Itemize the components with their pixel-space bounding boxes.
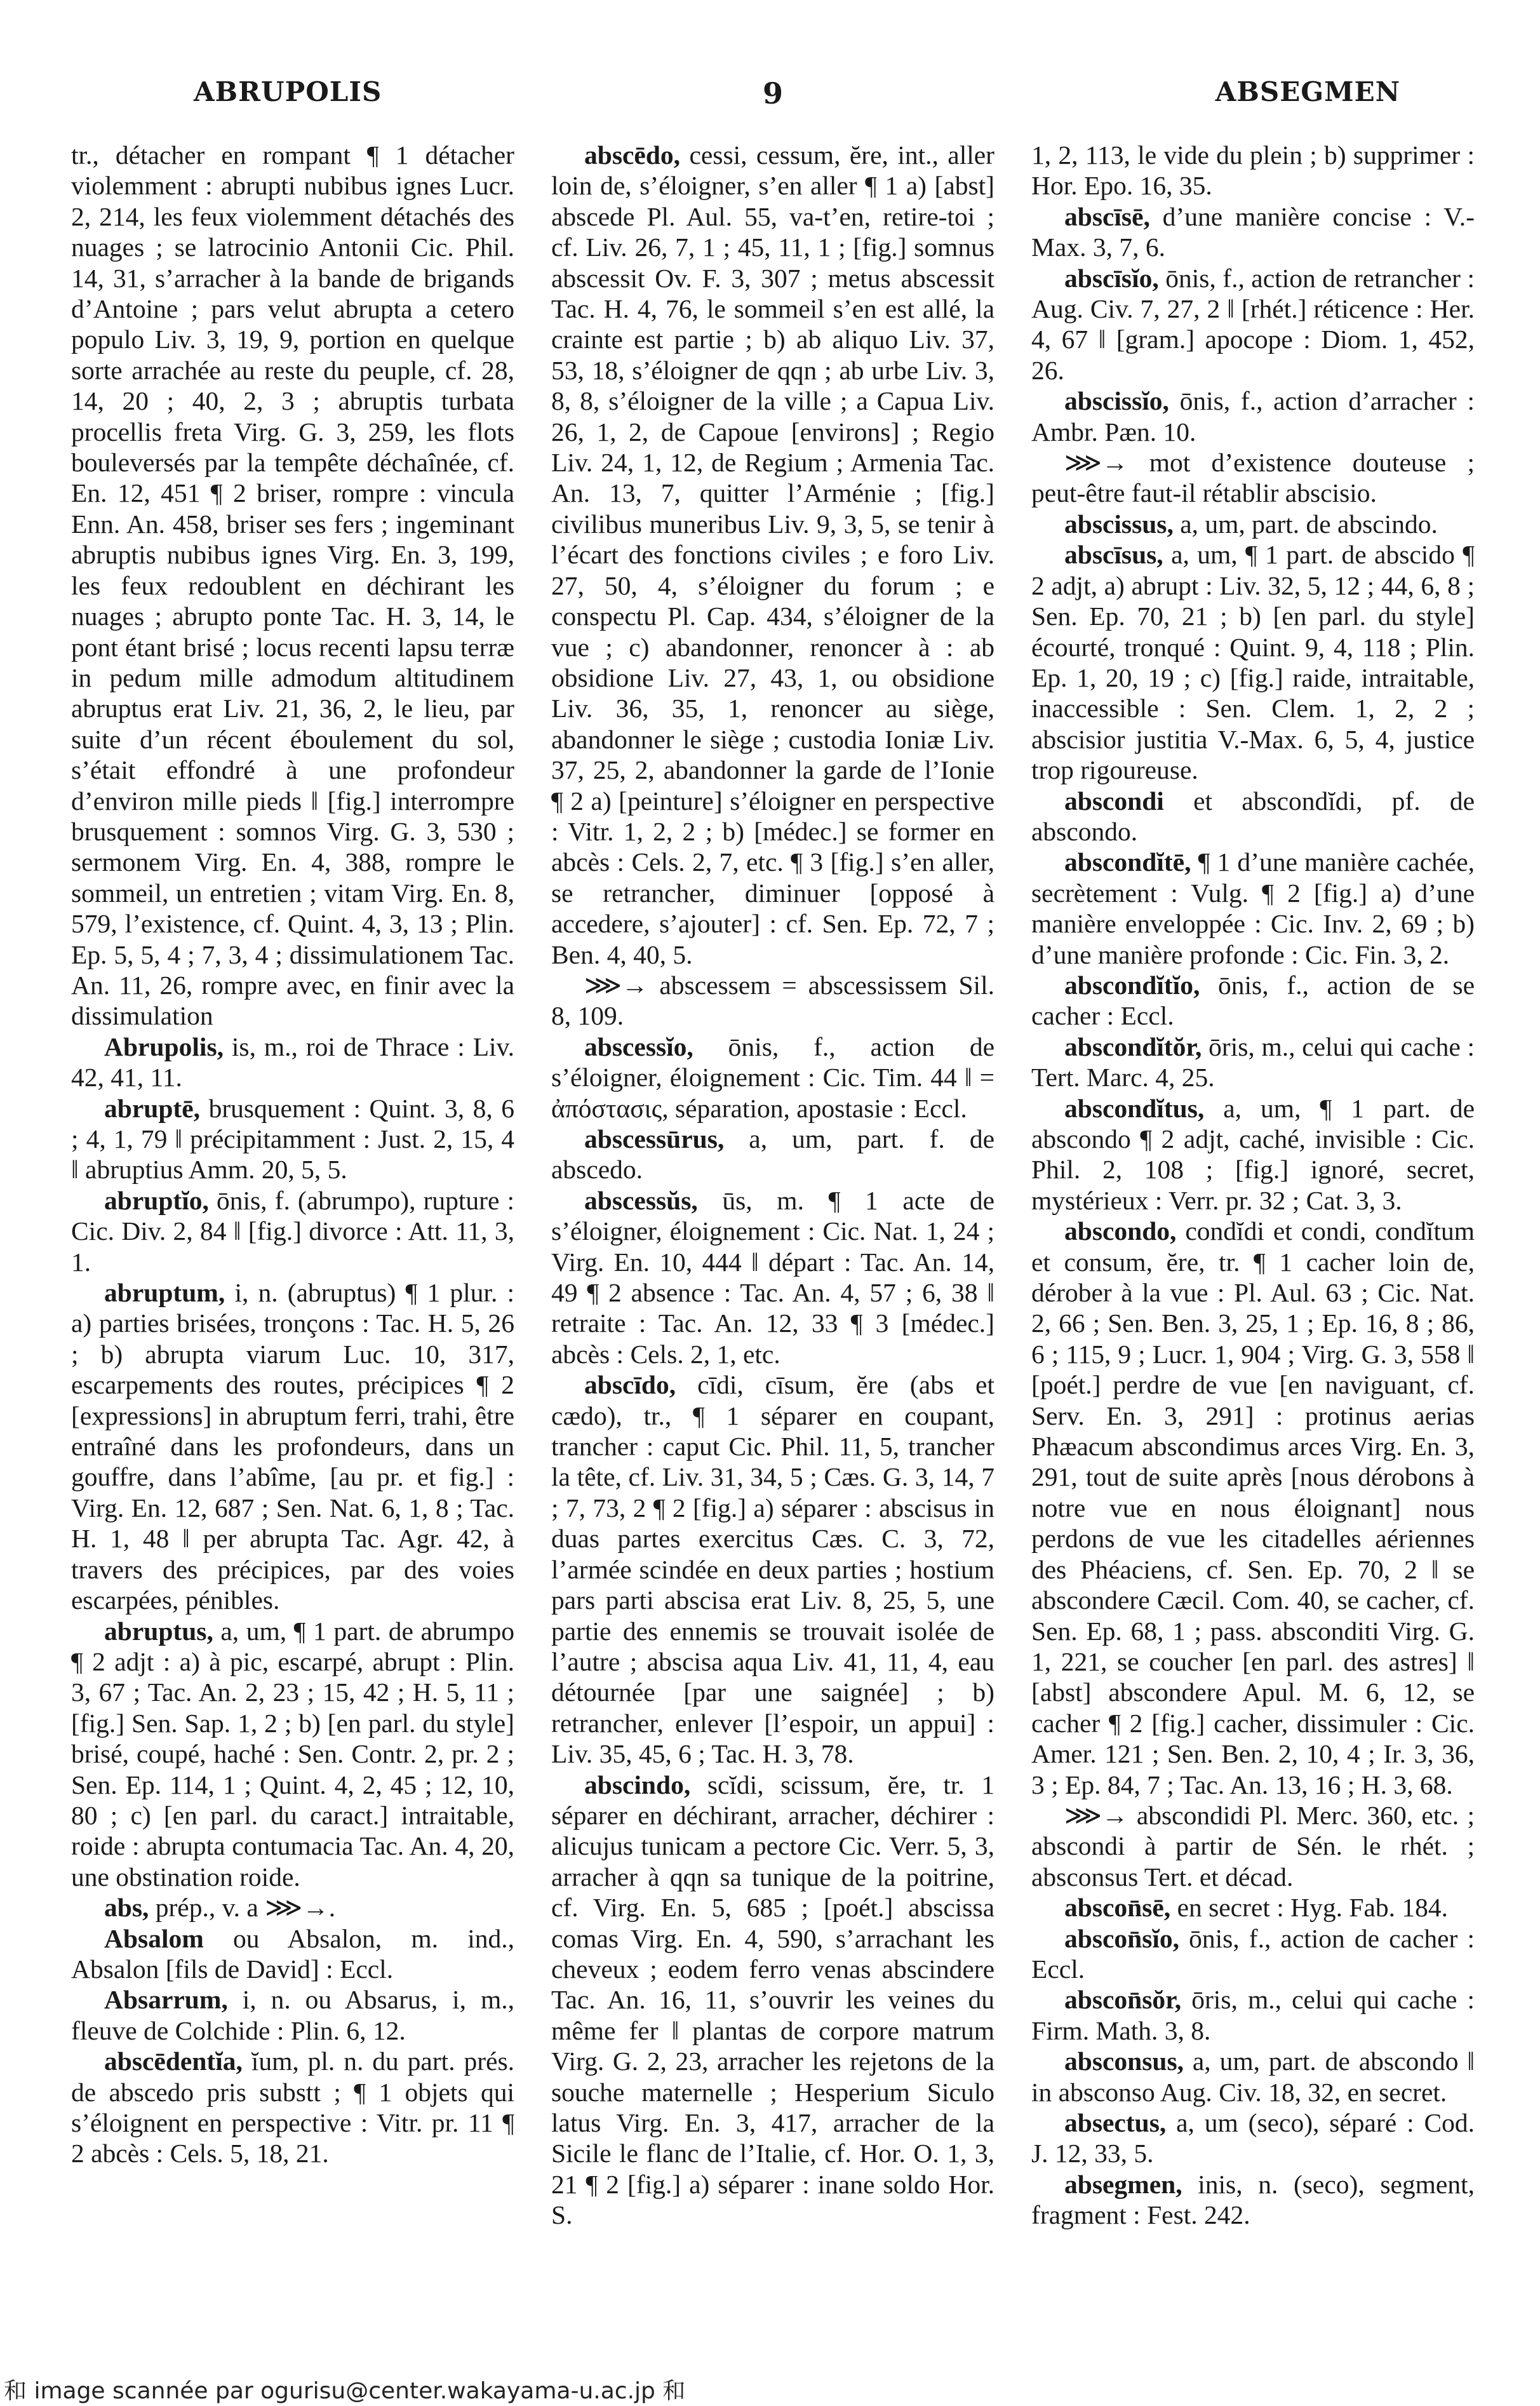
entry-text: ōnis, f., action de retrancher : Aug. Civ. 7, 27, 2 ‖ [rhét.] réticence : Her. 4, 67 ‖ [gram.] apocope : Diom. 1, 452, 26. [1031, 263, 1475, 385]
dictionary-entry [71, 2046, 514, 2169]
dictionary-entry [1031, 1800, 1475, 1892]
entry-text: ⋙→ mot d’existence douteuse ; peut-être faut-il rétablir abscisio. [1031, 448, 1475, 508]
dictionary-entry [71, 1984, 514, 2046]
dictionary-entry [71, 1892, 514, 1923]
dictionary-entry [71, 1032, 514, 1093]
entry-text: a, um, part. f. de abscedo. [551, 1124, 994, 1185]
entry-headword: abscissĭo, [1064, 386, 1169, 416]
entry-headword: Absalom [104, 1923, 204, 1953]
entry-text: ōris, m., celui qui cache : Tert. Marc. 4, 25. [1031, 1032, 1475, 1092]
entry-headword: abscīsĭo, [1064, 263, 1159, 293]
page-number: 9 [762, 76, 784, 111]
entry-headword: abscon̄sē, [1064, 1893, 1171, 1923]
dictionary-entry [1031, 1984, 1475, 2046]
entry-text: inis, n. (seco), segment, fragment : Fest. 242. [1031, 2169, 1475, 2230]
entry-text: a, um, part. de abscindo. [1180, 509, 1438, 539]
dictionary-entry [1031, 1892, 1475, 1923]
dictionary-entry [551, 970, 994, 1032]
entry-headword: abruptus, [104, 1616, 213, 1646]
dictionary-entry [1031, 509, 1475, 539]
running-head-first-word: ABRUPOLIS [194, 76, 382, 107]
entry-headword: abscindo, [584, 1770, 691, 1799]
dictionary-entry [551, 140, 994, 970]
dictionary-entry [71, 1185, 514, 1277]
dictionary-entry [1031, 2046, 1475, 2107]
scan-credit: 和 image scannée par ogurisu@center.wakayama-u.ac.jp 和 [4, 2378, 686, 2404]
entry-headword: abscīsē, [1064, 201, 1150, 231]
dictionary-entry [1031, 1923, 1475, 1985]
entry-text: ōnis, f., action d’arracher : Ambr. Pæn. 10. [1031, 386, 1475, 447]
entry-headword: absectus, [1064, 2108, 1167, 2137]
entry-headword: abscēdo, [584, 140, 681, 170]
dictionary-entry [1031, 847, 1475, 970]
entry-text: tr., détacher en rompant ¶ 1 détacher violemment : abrupti nubibus ignes Lucr. 2, 214, les feux violemment détachés des nuages ; se latrocinio Antonii Cic. Phil. 14, 31, s’arracher à la bande de brigands d’Antoine ; pars velut abrupta a cetero populo Liv. 3, 19, 9, portion en quelque sorte arrachée au reste du peuple, cf. 28, 14, 20 ; 40, 2, 3 ; abruptis turbata procellis freta Virg. G. 3, 259, les flots bouleversés par la tempête déchaînée, cf. En. 12, 451 ¶ 2 briser, rompre : vincula Enn. An. 458, briser ses fers ; ingeminant abruptis nubibus ignes Virg. En. 3, 199, les feux redoublent en déchirant les nuages ; abrupto ponte Tac. H. 3, 14, le pont étant brisé ; locus recenti lapsu terræ in pedum mille admodum altitudinem abruptus erat Liv. 21, 36, 2, le lieu, par suite d’un récent éboulement du sol, s’était effondré à une profondeur d’environ mille pieds ‖ [fig.] interrompre brusquement : somnos Virg. G. 3, 530 ; sermonem Virg. En. 4, 388, rompre le sommeil, un entretien ; vitam Virg. En. 8, 579, l’existence, cf. Quint. 4, 3, 13 ; Plin. Ep. 5, 5, 4 ; 7, 3, 4 ; dissimulationem Tac. An. 11, 26, rompre avec, en finir avec la dissimulation [71, 140, 514, 1031]
entry-headword: absconsus, [1064, 2046, 1184, 2076]
entry-text: ōnis, f., action de s’éloigner, éloignement : Cic. Tim. 44 ‖ = ἀπόστασις, séparation, apostasie : Eccl. [551, 1032, 994, 1123]
dictionary-entry [71, 1616, 514, 1893]
entry-headword: abscon̄sŏr, [1064, 1985, 1182, 2015]
entry-text: ōris, m., celui qui cache : Firm. Math. 3, 8. [1031, 1985, 1475, 2045]
entry-text: en secret : Hyg. Fab. 184. [1177, 1893, 1448, 1923]
entry-text: ōnis, f., action de cacher : Eccl. [1031, 1923, 1475, 1984]
entry-headword: abscēdentĭa, [104, 2046, 243, 2076]
dictionary-entry [1031, 786, 1475, 847]
dictionary-entry [1031, 970, 1475, 1032]
page-header [64, 76, 1483, 121]
dictionary-entry [551, 1032, 994, 1124]
entry-headword: abscondĭtĭo, [1064, 970, 1200, 1000]
entry-headword: abscondi [1064, 786, 1164, 816]
entry-text: ōnis, f. (abrumpo), rupture : Cic. Div. 2, 84 ‖ [fig.] divorce : Att. 11, 3, 1. [71, 1185, 514, 1277]
dictionary-entry [71, 1277, 514, 1615]
entry-text: a, um (seco), séparé : Cod. J. 12, 33, 5. [1031, 2108, 1475, 2168]
dictionary-entry [1031, 263, 1475, 386]
entry-text: ¶ 1 d’une manière cachée, secrètement : Vulg. ¶ 2 [fig.] a) d’une manière enveloppée : Cic. Inv. 2, 69 ; b) d’une manière profonde : Cic. Fin. 3, 2. [1031, 847, 1475, 969]
entry-text: d’une manière concise : V.-Max. 3, 7, 6. [1031, 201, 1475, 262]
entry-text: condĭdi et condi, condĭtum et consum, ĕre, tr. ¶ 1 cacher loin de, dérober à la vue : Pl. Aul. 63 ; Cic. Nat. 2, 66 ; Sen. Ben. 3, 25, 1 ; Ep. 16, 8 ; 86, 6 ; 115, 9 ; Lucr. 1, 904 ; Virg. G. 3, 558 ‖ [poét.] perdre de vue [en naviguant, cf. Serv. En. 3, 291] : protinus aerias Phæacum abscondimus arces Virg. En. 3, 291, tout de suite après [nous dérobons à notre vue en nous éloignant] nous perdons de vue les citadelles aériennes des Phéaciens, cf. Sen. Ep. 70, 2 ‖ se abscondere Cæcil. Com. 40, se cacher, cf. Sen. Ep. 68, 1 ; pass. absconditi Virg. G. 1, 221, se coucher [en parl. des astres] ‖ [abst] abscondere Apul. M. 6, 12, se cacher ¶ 2 [fig.] cacher, dissimuler : Cic. Amer. 121 ; Sen. Ben. 2, 10, 4 ; Ir. 3, 36, 3 ; Ep. 84, 7 ; Tac. An. 13, 16 ; H. 3, 68. [1031, 1216, 1475, 1799]
entry-headword: abscessūrus, [584, 1124, 725, 1153]
entry-headword: abruptum, [104, 1278, 225, 1308]
entry-text: a, um, ¶ 1 part. de abscondo ¶ 2 adjt, caché, invisible : Cic. Phil. 2, 108 ; [fig.] ignoré, secret, mystérieux : Verr. pr. 32 ; Cat. 3, 3. [1031, 1093, 1475, 1215]
entry-text: a, um, ¶ 1 part. de abrumpo ¶ 2 adjt : a) à pic, escarpé, abrupt : Plin. 3, 67 ; Tac. An. 2, 23 ; 15, 42 ; H. 5, 11 ; [fig.] Sen. Sap. 1, 2 ; b) [en parl. du style] brisé, coupé, haché : Sen. Contr. 2, pr. 2 ; Sen. Ep. 114, 1 ; Quint. 4, 2, 45 ; 12, 10, 80 ; c) [en parl. du caract.] intraitable, roide : abrupta contumacia Tac. An. 4, 20, une obstination roide. [71, 1616, 514, 1892]
dictionary-entry [1031, 140, 1475, 201]
entry-text: ⋙→ abscessem = abscessissem Sil. 8, 109. [551, 970, 994, 1031]
entry-text: 1, 2, 113, le vide du plein ; b) supprimer : Hor. Epo. 16, 35. [1031, 140, 1475, 201]
dictionary-entry [1031, 386, 1475, 447]
entry-headword: Absarrum, [104, 1985, 228, 2015]
entry-headword: abscon̄sĭo, [1064, 1923, 1180, 1953]
entry-headword: abscissus, [1064, 509, 1174, 539]
dictionary-entry [71, 1923, 514, 1985]
column-2 [551, 140, 994, 2264]
dictionary-entry [551, 1185, 994, 1369]
entry-text: et abscondĭdi, pf. de abscondo. [1031, 786, 1475, 846]
entry-headword: abscessŭs, [584, 1185, 698, 1215]
entry-text: is, m., roi de Thrace : Liv. 42, 41, 11. [71, 1032, 514, 1092]
entry-text: prép., v. a ⋙→. [155, 1893, 336, 1923]
entry-text: brusquement : Quint. 3, 8, 6 ; 4, 1, 79 ‖ précipitamment : Just. 2, 15, 4 ‖ abruptius Amm. 20, 5, 5. [71, 1093, 514, 1185]
dictionary-entry [551, 1770, 994, 2231]
dictionary-entry [1031, 539, 1475, 785]
entry-text: cessi, cessum, ĕre, int., aller loin de, s’éloigner, s’en aller ¶ 1 a) [abst] abscede Pl. Aul. 55, va-t’en, retire-toi ; cf. Liv. 26, 7, 1 ; 45, 11, 1 ; [fig.] somnus abscessit Ov. F. 3, 307 ; metus abscessit Tac. H. 4, 76, le sommeil s’en est allé, la crainte est partie ; b) ab aliquo Liv. 37, 53, 18, s’éloigner de qqn ; ab urbe Liv. 3, 8, 8, s’éloigner de la ville ; a Capua Liv. 26, 1, 2, de Capoue [environs] ; Regio Liv. 24, 1, 12, de Regium ; Armenia Tac. An. 13, 7, quitter l’Arménie ; [fig.] civilibus muneribus Liv. 9, 3, 5, se tenir à l’écart des fonctions civiles ; e foro Liv. 27, 50, 4, s’éloigner du forum ; e conspectu Pl. Cap. 434, s’éloigner de la vue ; c) abandonner, renoncer à : ab obsidione Liv. 27, 43, 1, ou obsidione Liv. 36, 35, 1, renoncer au siège, abandonner le siège ; custodia Ioniæ Liv. 37, 25, 2, abandonner la garde de l’Ionie ¶ 2 a) [peinture] s’éloigner en perspective : Vitr. 1, 2, 2 ; b) [médec.] se former en abcès : Cels. 2, 7, etc. ¶ 3 [fig.] s’en aller, se retrancher, diminuer [opposé à accedere, s’ajouter] : cf. Sen. Ep. 72, 7 ; Ben. 4, 40, 5. [551, 140, 994, 969]
entry-headword: Abrupolis, [104, 1032, 224, 1061]
entry-headword: abruptē, [104, 1093, 201, 1123]
entry-headword: abscondo, [1064, 1216, 1177, 1246]
entry-headword: abscondĭtē, [1064, 847, 1191, 877]
entry-headword: abscīsus, [1064, 540, 1163, 570]
entry-text: ūs, m. ¶ 1 acte de s’éloigner, éloignement : Cic. Nat. 1, 24 ; Virg. En. 10, 444 ‖ départ : Tac. An. 14, 49 ¶ 2 absence : Tac. An. 4, 57 ; 6, 38 ‖ retraite : Tac. An. 12, 33 ¶ 3 [médec.] abcès : Cels. 2, 1, etc. [551, 1185, 994, 1369]
entry-headword: abs, [104, 1893, 149, 1923]
entry-text: ōnis, f., action de se cacher : Eccl. [1031, 970, 1475, 1031]
entry-text: scĭdi, scissum, ĕre, tr. 1 séparer en déchirant, arracher, déchirer : alicujus tunicam a pectore Cic. Verr. 5, 3, arracher à qqn sa tunique de la poitrine, cf. Virg. En. 5, 685 ; [poét.] abscissa comas Virg. En. 4, 590, s’arrachant les cheveux ; eodem ferro venas abscindere Tac. An. 16, 11, s’ouvrir les veines du même fer ‖ plantas de corpore matrum Virg. G. 2, 23, arracher les rejetons de la souche maternelle ; Hesperium Siculo latus Virg. En. 3, 417, arracher de la Sicile le flanc de l’Italie, cf. Hor. O. 1, 3, 21 ¶ 2 [fig.] a) séparer : inane soldo Hor. S. [551, 1770, 994, 2230]
entry-text: cīdi, cīsum, ĕre (abs et cædo), tr., ¶ 1 séparer en coupant, trancher : caput Cic. Phil. 11, 5, trancher la tête, cf. Liv. 31, 34, 5 ; Cæs. G. 3, 14, 7 ; 7, 73, 2 ¶ 2 [fig.] a) séparer : abscisus in duas partes exercitus Cæs. C. 3, 72, l’armée scindée en deux parties ; hostium pars parti abscisa erat Liv. 8, 25, 5, une partie des ennemis se trouvait isolée de l’autre ; abscisa aqua Liv. 41, 11, 4, eau détournée [par une saignée] ; b) retrancher, enlever [l’espoir, un appui] : Liv. 35, 45, 6 ; Tac. H. 3, 78. [551, 1370, 994, 1769]
entry-text: ou Absalon, m. ind., Absalon [fils de David] : Eccl. [71, 1923, 514, 1984]
dictionary-entry [1031, 2107, 1475, 2169]
entry-headword: abscondĭtŏr, [1064, 1032, 1202, 1061]
entry-headword: abscīdo, [584, 1370, 676, 1400]
entry-headword: abruptĭo, [104, 1185, 209, 1215]
entry-text: a, um, part. de abscondo ‖ in absconso Aug. Civ. 18, 32, en secret. [1031, 2046, 1475, 2107]
dictionary-entry [71, 1093, 514, 1185]
entry-text: a, um, ¶ 1 part. de abscido ¶ 2 adjt, a) abrupt : Liv. 32, 5, 12 ; 44, 6, 8 ; Sen. Ep. 70, 21 ; b) [en parl. du style] écourté, tronqué : Quint. 9, 4, 118 ; Plin. Ep. 1, 20, 19 ; c) [fig.] raide, intraitable, inaccessible : Sen. Clem. 1, 2, 2 ; abscisior justitia V.-Max. 6, 5, 4, justice trop rigoureuse. [1031, 540, 1475, 785]
dictionary-entry [1031, 2169, 1475, 2231]
entry-text: ĭum, pl. n. du part. prés. de abscedo pris substt ; ¶ 1 objets qui s’éloignent en perspective : Vitr. pr. 11 ¶ 2 abcès : Cels. 5, 18, 21. [71, 2046, 514, 2168]
entry-headword: abscessĭo, [584, 1032, 693, 1061]
entry-headword: absegmen, [1064, 2169, 1182, 2199]
dictionary-entry [551, 1369, 994, 1769]
dictionary-entry [551, 1124, 994, 1185]
column-3 [1031, 140, 1475, 2264]
dictionary-entry [1031, 1216, 1475, 1800]
dictionary-entry [1031, 201, 1475, 263]
dictionary-entry [1031, 447, 1475, 509]
column-1 [71, 140, 514, 2264]
entry-text: i, n. (abruptus) ¶ 1 plur. : a) parties brisées, tronçons : Tac. H. 5, 26 ; b) abrupta viarum Luc. 10, 317, escarpements des routes, précipices ¶ 2 [expressions] in abruptum ferri, trahi, être entraîné dans les profondeurs, dans un gouffre, dans l’abîme, [au pr. et fig.] : Virg. En. 12, 687 ; Sen. Nat. 6, 1, 8 ; Tac. H. 1, 48 ‖ per abrupta Tac. Agr. 42, à travers des précipices, par des voies escarpées, pénibles. [71, 1278, 514, 1615]
dictionary-entry [1031, 1032, 1475, 1093]
entry-headword: abscondĭtus, [1064, 1093, 1205, 1123]
entry-text: ⋙→ abscondidi Pl. Merc. 360, etc. ; abscondi à partir de Sén. le rhét. ; absconsus Tert. et décad. [1031, 1800, 1475, 1892]
entry-text: i, n. ou Absarus, i, m., fleuve de Colchide : Plin. 6, 12. [71, 1985, 514, 2045]
dictionary-entry [1031, 1093, 1475, 1216]
dictionary-entry [71, 140, 514, 1032]
running-head-last-word: ABSEGMEN [1215, 76, 1400, 107]
dictionary-columns [71, 140, 1475, 2264]
